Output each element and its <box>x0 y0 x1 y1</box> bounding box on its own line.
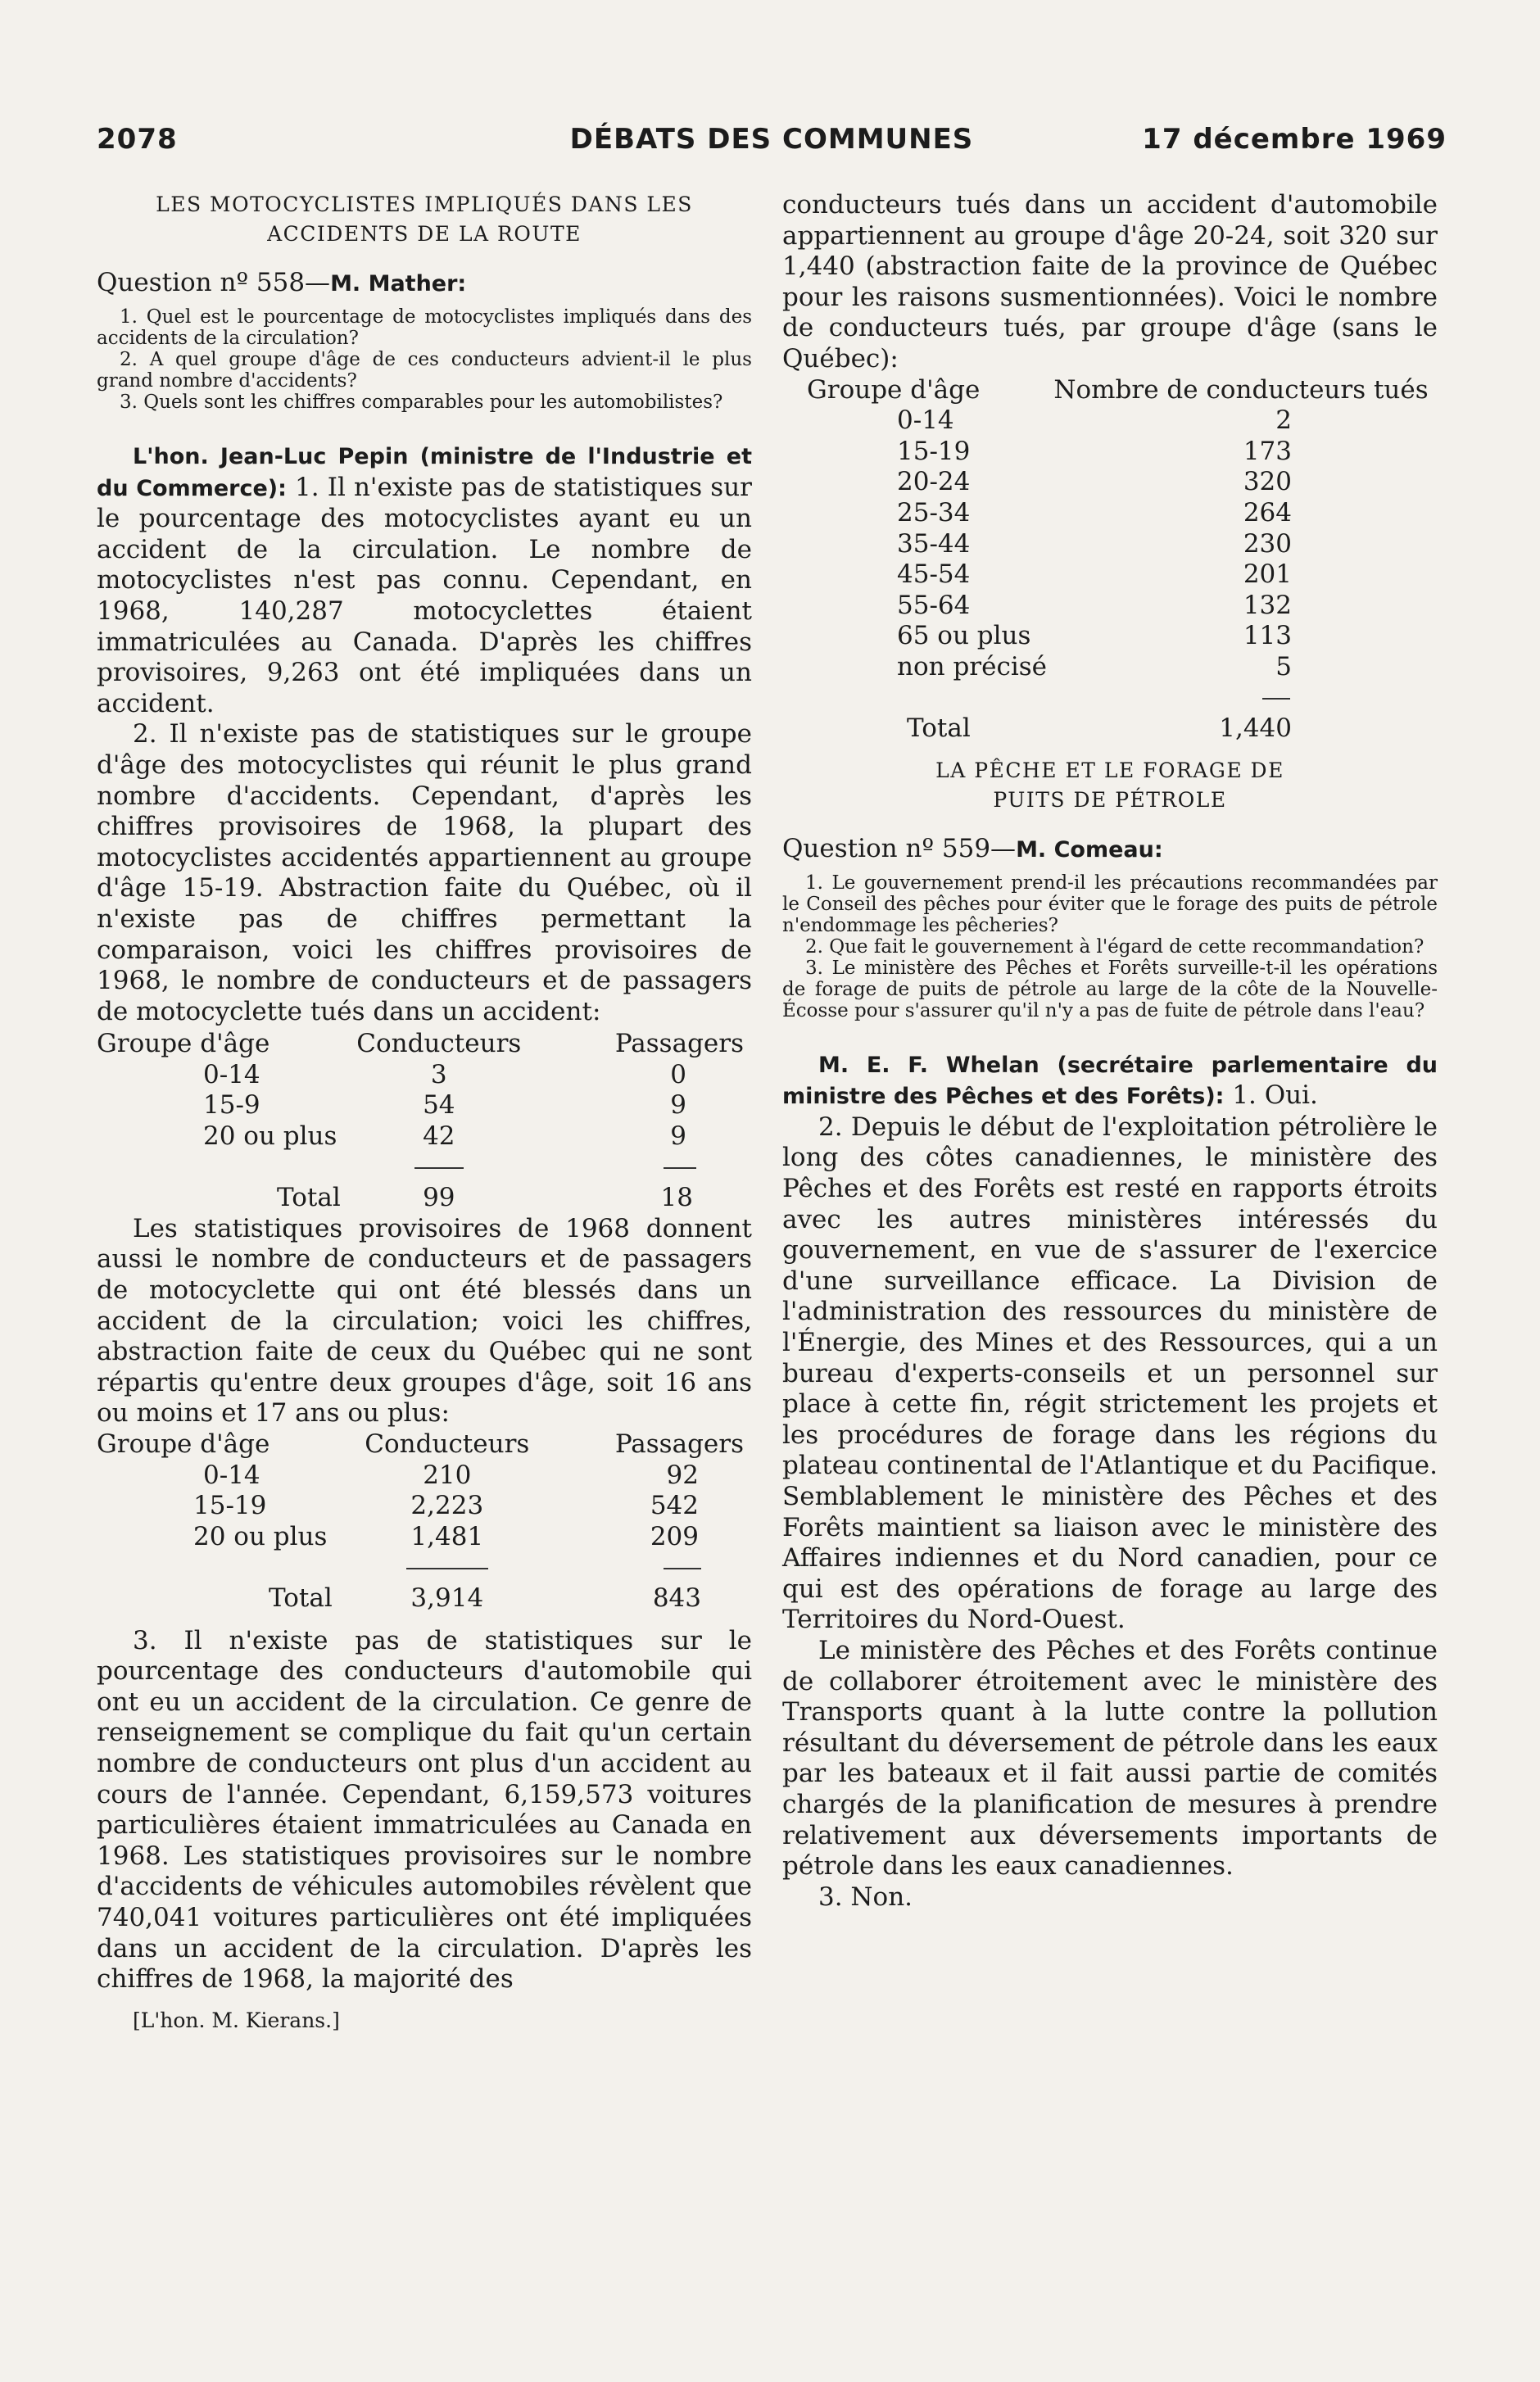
table-row <box>97 1491 744 1522</box>
table-header: Groupe d'âge <box>97 1429 270 1459</box>
table-cell: 99 <box>423 1183 455 1213</box>
table-header: Groupe d'âge <box>807 374 981 405</box>
table-cell: 25-34 <box>897 497 971 528</box>
table-cell: Total <box>907 713 971 744</box>
speaker-name: L'hon. Jean-Luc Pepin (ministre de l'Industrie et du Commerce): <box>97 444 752 501</box>
table-cell: 18 <box>660 1183 693 1213</box>
middle-paragraph: Les statistiques provisoires de 1968 donnent aussi le nombre de conducteurs et de passagers de motocyclette qui ont été blessés dans un accident de la circulation; voici les chiffres, abstraction faite de ceux du Québec qui ne sont répartis qu'entre deux groupes d'âge, soit 16 ans ou moins et 17 ans ou plus: <box>97 1213 752 1429</box>
table-cell: 210 <box>423 1460 472 1490</box>
table-cell: 3 <box>430 1059 447 1089</box>
table-cell: Total <box>277 1183 341 1213</box>
total-rule <box>406 1568 488 1569</box>
table-rule-row <box>97 1153 744 1184</box>
table-cell: 54 <box>423 1090 455 1121</box>
table-rule-row <box>97 1552 744 1583</box>
table-row <box>807 621 1429 652</box>
answer-1-paragraph <box>97 441 752 719</box>
table-cell: 2,223 <box>410 1491 484 1521</box>
table-cell: 3,914 <box>410 1583 484 1613</box>
table-cell: 15-19 <box>897 436 971 466</box>
question-prefix: Question nº 558— <box>97 268 331 297</box>
table-cell: 230 <box>1243 528 1292 559</box>
answer-1-text: 1. Oui. <box>1232 1080 1318 1111</box>
table-cell: 843 <box>652 1583 701 1613</box>
sub-question-2: 2. Que fait le gouvernement à l'égard de cette recommandation? <box>805 935 1424 958</box>
answer-2-paragraph: 2. Depuis le début de l'exploitation pétrolière le long des côtes canadiennes, le ministère des Pêches et des Forêts est resté en rapports étroits avec les autres ministères intéressés du gouvernement, en vue de s'assurer de l'exercice d'une surveillance efficace. La Division de l'administration des ressources du ministère de l'Énergie, des Mines et des Ressources, qui a un bureau d'experts-conseils et un personnel sur place à cette fin, régit strictement les projets et les procédures de forage dans les régions du plateau continental de l'Atlantique et du Pacifique. Semblablement le ministère des Pêches et des Forêts maintient sa liaison avec le ministère des Affaires indiennes et du Nord canadien, pour ce qui est des opérations de forage au large des Territoires du Nord-Ouest. <box>782 1112 1438 1635</box>
table-cell: 9 <box>670 1121 686 1152</box>
table-driver-deaths-body <box>807 405 1429 745</box>
heading-line-1: LES MOTOCYCLISTES IMPLIQUÉS DANS LES <box>156 192 693 216</box>
table-row <box>807 652 1429 683</box>
table-cell: non précisé <box>897 651 1047 682</box>
table-header: Conducteurs <box>365 1429 530 1459</box>
total-rule <box>664 1167 696 1169</box>
table-row <box>807 405 1429 437</box>
left-column <box>97 190 752 2035</box>
question-558 <box>97 267 752 300</box>
table-motorcycle-deaths <box>97 1029 744 1214</box>
table-total-row <box>807 713 1429 745</box>
table-cell: 15-9 <box>203 1090 260 1121</box>
table-header-row <box>97 1429 744 1460</box>
answer-1-text: 1. Il n'existe pas de statistiques sur le pourcentage des motocyclistes ayant eu un accident de la circulation. Le nombre de motocyclistes n'est pas connu. Cependant, en 1968, 140,287 motocyclettes étaient immatriculées au Canada. D'après les chiffres provisoires, 9,263 ont été impliquées dans un accident. <box>97 472 752 718</box>
question-559 <box>782 833 1438 866</box>
table-driver-deaths <box>807 375 1429 406</box>
right-column <box>782 190 1438 1913</box>
table-cell: 113 <box>1243 621 1292 651</box>
table-row <box>97 1060 744 1091</box>
table-cell: 201 <box>1243 559 1292 590</box>
table-row <box>97 1121 744 1153</box>
table-header: Passagers <box>614 1029 744 1059</box>
table-cell: Total <box>269 1583 333 1613</box>
table-row <box>97 1522 744 1553</box>
table-total-row <box>97 1183 744 1214</box>
total-rule <box>664 1568 701 1569</box>
table-header-row <box>97 1029 744 1060</box>
continued-paragraph: conducteurs tués dans un accident d'automobile appartiennent au groupe d'âge 20-24, soit 320 sur 1,440 (abstraction faite de la province de Québec pour les raisons susmentionnées). Voici le nombre de conducteurs tués, par groupe d'âge (sans le Québec): <box>782 190 1438 374</box>
section-heading-fishing <box>782 756 1438 815</box>
table-cell: 5 <box>1275 651 1292 682</box>
table-cell: 15-19 <box>193 1491 267 1521</box>
table-cell: 0 <box>670 1059 686 1089</box>
section-heading-motorcyclists <box>97 190 752 249</box>
publication-title: DÉBATS DES COMMUNES <box>569 123 974 156</box>
heading-line-2: ACCIDENTS DE LA ROUTE <box>267 222 582 246</box>
table-cell: 173 <box>1243 436 1292 466</box>
answer-1-paragraph <box>782 1049 1438 1112</box>
table-row <box>807 529 1429 560</box>
sub-question-2: 2. A quel groupe d'âge de ces conducteurs advient-il le plus grand nombre d'accidents? <box>97 349 752 392</box>
table-cell: 20 ou plus <box>193 1521 328 1551</box>
table-cell: 209 <box>650 1521 699 1551</box>
sub-question-3: 3. Le ministère des Pêches et Forêts surveille-t-il les opérations de forage de puits de pétrole au large de la côte de la Nouvelle-Écosse pour s'assurer qu'il n'y a pas de fuite de pétrole dans l'eau? <box>782 957 1438 1021</box>
table-cell: 9 <box>670 1090 686 1121</box>
table-cell: 20 ou plus <box>203 1121 337 1152</box>
table-cell: 1,481 <box>410 1521 484 1551</box>
answer-3-paragraph: 3. Il n'existe pas de statistiques sur le pourcentage des conducteurs d'automobile qui ont eu un accident de la circulation. Ce genre de renseignement se complique du fait qu'un certain nombre de conducteurs ont plus d'un accident au cours de l'année. Cependant, 6,159,573 voitures particulières étaient immatriculées au Canada en 1968. Les statistiques provisoires sur le nombre d'accidents de véhicules automobiles révèlent que 740,041 voitures particulières ont été impliquées dans un accident de la circulation. D'après les chiffres de 1968, la majorité des <box>97 1625 752 1995</box>
table-header: Passagers <box>614 1429 744 1459</box>
table-cell: 42 <box>423 1121 455 1152</box>
table-header: Nombre de conducteurs tués <box>1053 374 1429 405</box>
table-cell: 2 <box>1275 405 1292 436</box>
table-rule-row <box>807 683 1429 714</box>
table-cell: 55-64 <box>897 590 971 620</box>
table-row <box>807 467 1429 498</box>
question-author: M. Comeau: <box>1016 836 1163 863</box>
table-cell: 65 ou plus <box>897 621 1031 651</box>
sub-question-3: 3. Quels sont les chiffres comparables pour les automobilistes? <box>120 392 723 413</box>
answer-2-paragraph: 2. Il n'existe pas de statistiques sur le groupe d'âge des motocyclistes qui réunit le plus grand nombre d'accidents. Cependant, d'après les chiffres provisoires de 1968, la plupart des motocyclistes accidentés appartiennent au groupe d'âge 15-19. Abstraction faite du Québec, où il n'existe pas de chiffres permettant la comparaison, voici les chiffres provisoires de 1968, le nombre de conducteurs et de passagers de motocyclette tués dans un accident: <box>97 719 752 1026</box>
sub-question-1: 1. Quel est le pourcentage de motocyclistes impliqués dans des accidents de la circulation? <box>97 306 752 349</box>
question-author: M. Mather: <box>330 271 467 297</box>
table-cell: 132 <box>1243 590 1292 620</box>
page-number: 2078 <box>97 123 178 156</box>
table-motorcycle-injuries <box>97 1429 744 1614</box>
table-cell: 320 <box>1243 467 1292 497</box>
table-cell: 20-24 <box>897 467 971 497</box>
table-header: Conducteurs <box>356 1029 522 1059</box>
total-rule <box>414 1167 464 1169</box>
heading-line-1: LA PÊCHE ET LE FORAGE DE <box>935 758 1284 782</box>
table-row <box>807 559 1429 591</box>
table-cell: 0-14 <box>897 405 954 436</box>
table-cell: 92 <box>666 1460 699 1490</box>
page-header <box>97 123 1447 164</box>
table-cell: 35-44 <box>897 528 971 559</box>
page-date: 17 décembre 1969 <box>1142 123 1447 156</box>
answer-2b-paragraph: Le ministère des Pêches et des Forêts continue de collaborer étroitement avec le ministère des Transports quant à la lutte contre la pollution résultant du déversement de pétrole dans les eaux par les bateaux et il fait aussi partie de comités chargés de la planification de mesures à prendre relativement aux déversements importants de pétrole dans les eaux canadiennes. <box>782 1635 1438 1882</box>
footer-attribution: [L'hon. M. Kierans.] <box>133 2008 340 2032</box>
table-header: Groupe d'âge <box>97 1029 270 1059</box>
table-header-row <box>807 375 1429 406</box>
table-row <box>807 437 1429 468</box>
table-cell: 45-54 <box>897 559 971 590</box>
table-cell: 264 <box>1243 497 1292 528</box>
table-cell: 0-14 <box>203 1460 260 1490</box>
question-prefix: Question nº 559— <box>782 833 1017 863</box>
table-cell: 0-14 <box>203 1059 260 1089</box>
table-row <box>807 498 1429 529</box>
sub-question-1: 1. Le gouvernement prend-il les précautions recommandées par le Conseil des pêches pour éviter que le forage des puits de pétrole n'endommage les pêcheries? <box>782 872 1438 936</box>
heading-line-2: PUITS DE PÉTROLE <box>993 787 1227 812</box>
table-cell: 542 <box>650 1491 699 1521</box>
table-row <box>807 591 1429 622</box>
table-row <box>97 1460 744 1492</box>
table-row <box>97 1090 744 1121</box>
answer-3-paragraph: 3. Non. <box>818 1882 913 1912</box>
table-total-row <box>97 1583 744 1614</box>
table-cell: 1,440 <box>1219 713 1292 744</box>
total-rule <box>1262 698 1290 700</box>
speaker-name: M. E. F. Whelan (secrétaire parlementaire du ministre des Pêches et des Forêts): <box>782 1052 1438 1110</box>
